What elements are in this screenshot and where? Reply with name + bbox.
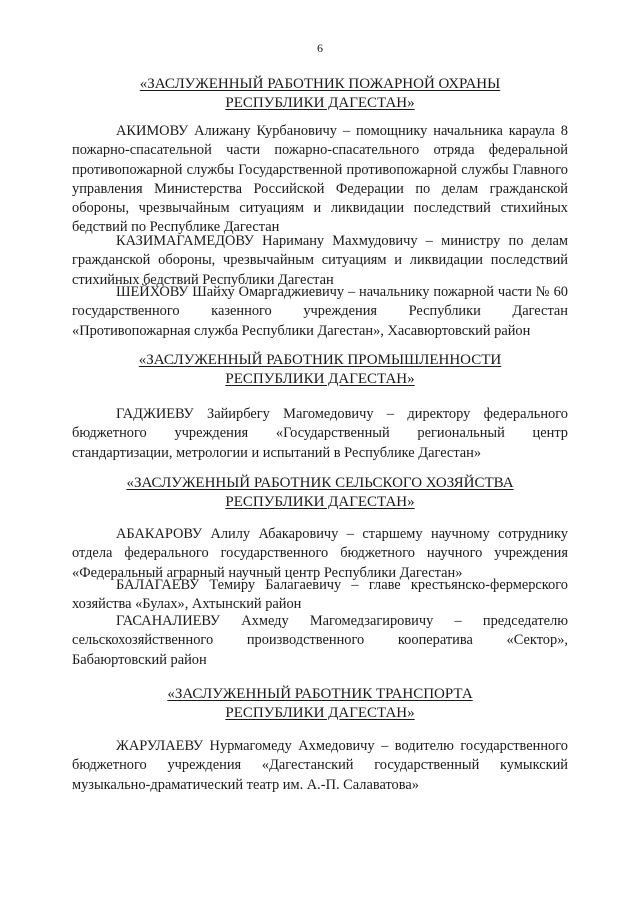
section-heading-agriculture [120,474,520,512]
award-entry: АБАКАРОВУ Алилу Абакаровичу – старшему научному сотруднику отдела федерального государственного бюджетного научного учреждения «Федеральный аграрный научный центр Республики Дагестан» [72,526,568,581]
heading-line: «ЗАСЛУЖЕННЫЙ РАБОТНИК ПРОМЫШЛЕННОСТИ [138,352,502,368]
award-entry: ГАСАНАЛИЕВУ Ахмеду Магомедзагировичу – председателю сельскохозяйственного производственного кооператива «Сектор», Бабаюртовский район [72,613,568,668]
award-entry: ЖАРУЛАЕВУ Нурмагомеду Ахмедовичу – водителю государственного бюджетного учреждения «Дагестанский государственный кумыкский музыкально-драматический театр им. А.-П. Салаватова» [72,738,568,793]
heading-line: РЕСПУБЛИКИ ДАГЕСТАН» [225,705,415,721]
award-entry: КАЗИМАГАМЕДОВУ Нариману Махмудовичу – министру по делам гражданской обороны, чрезвычайным ситуациям и ликвидации последствий стихийных бедствий Республики Дагестан [72,233,568,288]
section-heading-transport [120,685,520,723]
section-heading-industry [120,351,520,389]
heading-line: «ЗАСЛУЖЕННЫЙ РАБОТНИК ТРАНСПОРТА [167,686,473,702]
award-entry: АКИМОВУ Алижану Курбановичу – помощнику начальника караула 8 пожарно-спасательной части пожарно-спасательного отряда федеральной противопожарной службы Государственной противопожарной службы Главного управления Министерства Российской Федерации по делам гражданской обороны, чрезвычайным ситуациям и ликвидации последствий стихийных бедствий по Республике Дагестан [72,123,568,236]
award-entry: БАЛАГАЕВУ Темиру Балагаевичу – главе крестьянско-фермерского хозяйства «Булах», Ахтынский район [72,577,568,613]
heading-line: РЕСПУБЛИКИ ДАГЕСТАН» [225,371,415,387]
heading-line: «ЗАСЛУЖЕННЫЙ РАБОТНИК ПОЖАРНОЙ ОХРАНЫ [139,76,501,92]
award-entry: ШЕЙХОВУ Шайху Омаргаджиевичу – начальнику пожарной части № 60 государственного казенного учреждения Республики Дагестан «Противопожарная служба Республики Дагестан», Хасавюртовский район [72,284,568,339]
award-entry: ГАДЖИЕВУ Зайирбегу Магомедовичу – директору федерального бюджетного учреждения «Государственный региональный центр стандартизации, метрологии и испытаний в Республике Дагестан» [72,406,568,461]
section-heading-fire-service [120,75,520,113]
heading-line: РЕСПУБЛИКИ ДАГЕСТАН» [225,494,415,510]
heading-line: «ЗАСЛУЖЕННЫЙ РАБОТНИК СЕЛЬСКОГО ХОЗЯЙСТВА [126,475,514,491]
heading-line: РЕСПУБЛИКИ ДАГЕСТАН» [225,95,415,111]
page-number: 6 [317,41,323,55]
